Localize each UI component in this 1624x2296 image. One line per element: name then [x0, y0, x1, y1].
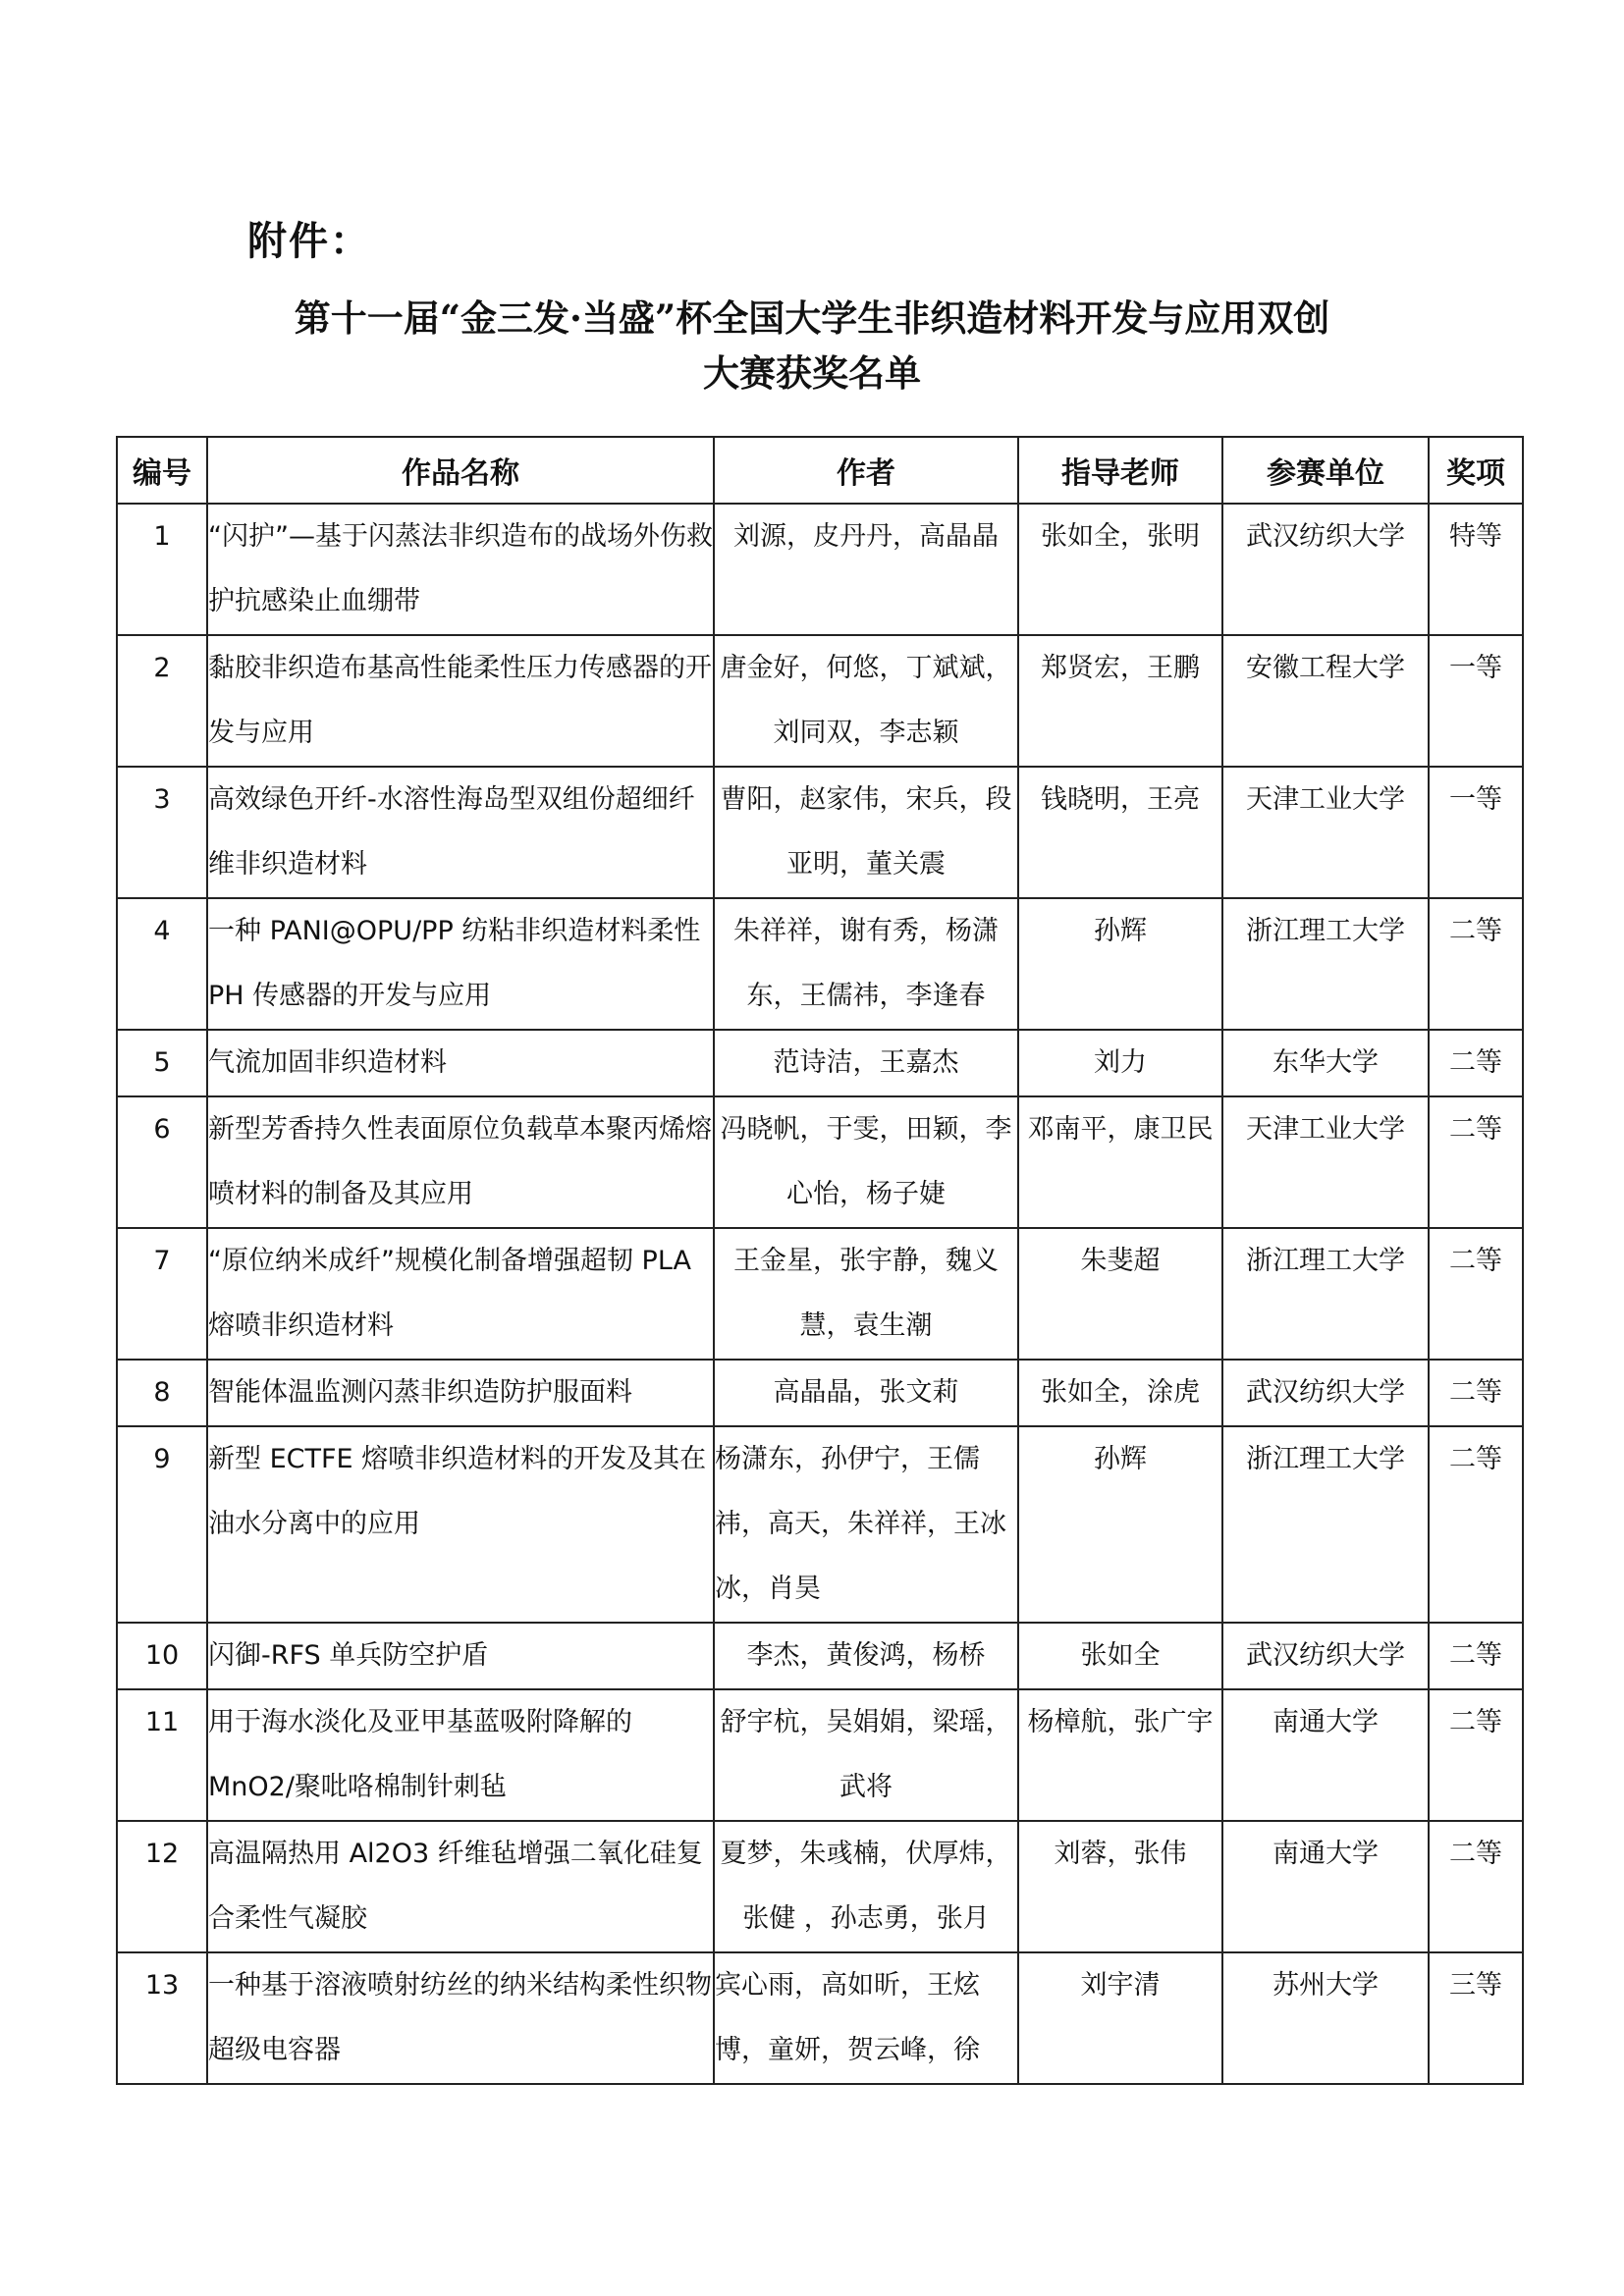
cell-tutor: 邓南平，康卫民	[1018, 1096, 1222, 1228]
cell-tutor: 朱斐超	[1018, 1228, 1222, 1360]
document-title-line1: 第十一届“金三发·当盛”杯全国大学生非织造材料开发与应用双创	[294, 296, 1330, 340]
cell-authors: 范诗洁，王嘉杰	[714, 1030, 1018, 1096]
cell-unit: 浙江理工大学	[1222, 898, 1429, 1030]
header-award: 奖项	[1429, 437, 1523, 504]
table-row	[117, 1426, 1523, 1623]
cell-tutor: 刘宇清	[1018, 1952, 1222, 2084]
cell-award: 二等	[1429, 1623, 1523, 1689]
cell-award: 二等	[1429, 1096, 1523, 1228]
cell-tutor: 孙辉	[1018, 898, 1222, 1030]
header-tutor: 指导老师	[1018, 437, 1222, 504]
cell-award: 一等	[1429, 635, 1523, 767]
cell-authors: 宾心雨，高如昕，王炫博，童妍，贺云峰，徐	[714, 1952, 1018, 2084]
cell-unit: 南通大学	[1222, 1689, 1429, 1821]
table-row	[117, 504, 1523, 635]
table-row	[117, 1360, 1523, 1426]
cell-authors: 朱祥祥，谢有秀，杨潇东，王儒祎，李逢春	[714, 898, 1018, 1030]
cell-unit: 东华大学	[1222, 1030, 1429, 1096]
cell-number: 10	[117, 1623, 207, 1689]
header-authors: 作者	[714, 437, 1018, 504]
cell-unit: 天津工业大学	[1222, 1096, 1429, 1228]
cell-number: 3	[117, 767, 207, 898]
cell-unit: 安徽工程大学	[1222, 635, 1429, 767]
table-row	[117, 1689, 1523, 1821]
cell-work-title: 黏胶非织造布基高性能柔性压力传感器的开发与应用	[207, 635, 714, 767]
cell-number: 2	[117, 635, 207, 767]
cell-unit: 南通大学	[1222, 1821, 1429, 1952]
cell-work-title: “闪护”—基于闪蒸法非织造布的战场外伤救护抗感染止血绷带	[207, 504, 714, 635]
cell-award: 二等	[1429, 898, 1523, 1030]
cell-award: 二等	[1429, 1821, 1523, 1952]
table-row	[117, 898, 1523, 1030]
cell-work-title: “原位纳米成纤”规模化制备增强超韧 PLA 熔喷非织造材料	[207, 1228, 714, 1360]
cell-number: 8	[117, 1360, 207, 1426]
table-row	[117, 1821, 1523, 1952]
cell-tutor: 钱晓明，王亮	[1018, 767, 1222, 898]
cell-number: 11	[117, 1689, 207, 1821]
cell-tutor: 杨樟航，张广宇	[1018, 1689, 1222, 1821]
cell-unit: 苏州大学	[1222, 1952, 1429, 2084]
cell-tutor: 张如全，涂虎	[1018, 1360, 1222, 1426]
cell-award: 特等	[1429, 504, 1523, 635]
cell-authors: 李杰，黄俊鸿，杨桥	[714, 1623, 1018, 1689]
cell-work-title: 气流加固非织造材料	[207, 1030, 714, 1096]
cell-authors: 刘源，皮丹丹，高晶晶	[714, 504, 1018, 635]
attachment-label: 附件：	[247, 218, 371, 264]
cell-authors: 唐金好，何悠，丁斌斌，刘同双，李志颖	[714, 635, 1018, 767]
table-row	[117, 1030, 1523, 1096]
header-unit: 参赛单位	[1222, 437, 1429, 504]
table-row	[117, 1096, 1523, 1228]
cell-authors: 高晶晶，张文莉	[714, 1360, 1018, 1426]
header-work-title: 作品名称	[207, 437, 714, 504]
table-row	[117, 635, 1523, 767]
cell-work-title: 新型芳香持久性表面原位负载草本聚丙烯熔喷材料的制备及其应用	[207, 1096, 714, 1228]
cell-unit: 浙江理工大学	[1222, 1426, 1429, 1623]
cell-unit: 天津工业大学	[1222, 767, 1429, 898]
cell-work-title: 一种 PANI@OPU/PP 纺粘非织造材料柔性 PH 传感器的开发与应用	[207, 898, 714, 1030]
cell-award: 二等	[1429, 1030, 1523, 1096]
cell-authors: 杨潇东，孙伊宁，王儒祎，高天，朱祥祥，王冰冰，肖昊	[714, 1426, 1018, 1623]
cell-work-title: 新型 ECTFE 熔喷非织造材料的开发及其在油水分离中的应用	[207, 1426, 714, 1623]
document-title-line2: 大赛获奖名单	[703, 351, 921, 395]
table-row	[117, 767, 1523, 898]
cell-number: 9	[117, 1426, 207, 1623]
cell-award: 一等	[1429, 767, 1523, 898]
cell-award: 二等	[1429, 1426, 1523, 1623]
cell-number: 5	[117, 1030, 207, 1096]
table-row	[117, 1623, 1523, 1689]
cell-award: 三等	[1429, 1952, 1523, 2084]
cell-tutor: 刘力	[1018, 1030, 1222, 1096]
cell-authors: 王金星，张宇静，魏义慧，袁生潮	[714, 1228, 1018, 1360]
cell-award: 二等	[1429, 1689, 1523, 1821]
cell-work-title: 智能体温监测闪蒸非织造防护服面料	[207, 1360, 714, 1426]
table-row	[117, 1952, 1523, 2084]
cell-award: 二等	[1429, 1360, 1523, 1426]
cell-tutor: 张如全，张明	[1018, 504, 1222, 635]
table-header-row	[117, 437, 1523, 504]
cell-number: 13	[117, 1952, 207, 2084]
cell-number: 1	[117, 504, 207, 635]
cell-unit: 武汉纺织大学	[1222, 504, 1429, 635]
cell-unit: 武汉纺织大学	[1222, 1360, 1429, 1426]
cell-unit: 武汉纺织大学	[1222, 1623, 1429, 1689]
cell-number: 4	[117, 898, 207, 1030]
cell-tutor: 郑贤宏，王鹏	[1018, 635, 1222, 767]
cell-work-title: 一种基于溶液喷射纺丝的纳米结构柔性织物超级电容器	[207, 1952, 714, 2084]
awards-table	[116, 436, 1524, 2085]
table-row	[117, 1228, 1523, 1360]
header-number: 编号	[117, 437, 207, 504]
cell-number: 6	[117, 1096, 207, 1228]
cell-tutor: 张如全	[1018, 1623, 1222, 1689]
cell-authors: 舒宇杭，吴娟娟，梁瑶，武将	[714, 1689, 1018, 1821]
cell-tutor: 刘蓉，张伟	[1018, 1821, 1222, 1952]
cell-work-title: 用于海水淡化及亚甲基蓝吸附降解的 MnO2/聚吡咯棉制针刺毡	[207, 1689, 714, 1821]
cell-number: 7	[117, 1228, 207, 1360]
cell-tutor: 孙辉	[1018, 1426, 1222, 1623]
cell-work-title: 高温隔热用 Al2O3 纤维毡增强二氧化硅复合柔性气凝胶	[207, 1821, 714, 1952]
cell-number: 12	[117, 1821, 207, 1952]
cell-unit: 浙江理工大学	[1222, 1228, 1429, 1360]
cell-work-title: 高效绿色开纤-水溶性海岛型双组份超细纤维非织造材料	[207, 767, 714, 898]
cell-award: 二等	[1429, 1228, 1523, 1360]
cell-work-title: 闪御-RFS 单兵防空护盾	[207, 1623, 714, 1689]
cell-authors: 夏梦，朱彧楠，伏厚炜，张健 ，孙志勇，张月	[714, 1821, 1018, 1952]
cell-authors: 曹阳，赵家伟，宋兵，段亚明，董关震	[714, 767, 1018, 898]
cell-authors: 冯晓帆，于雯，田颖，李心怡，杨子婕	[714, 1096, 1018, 1228]
